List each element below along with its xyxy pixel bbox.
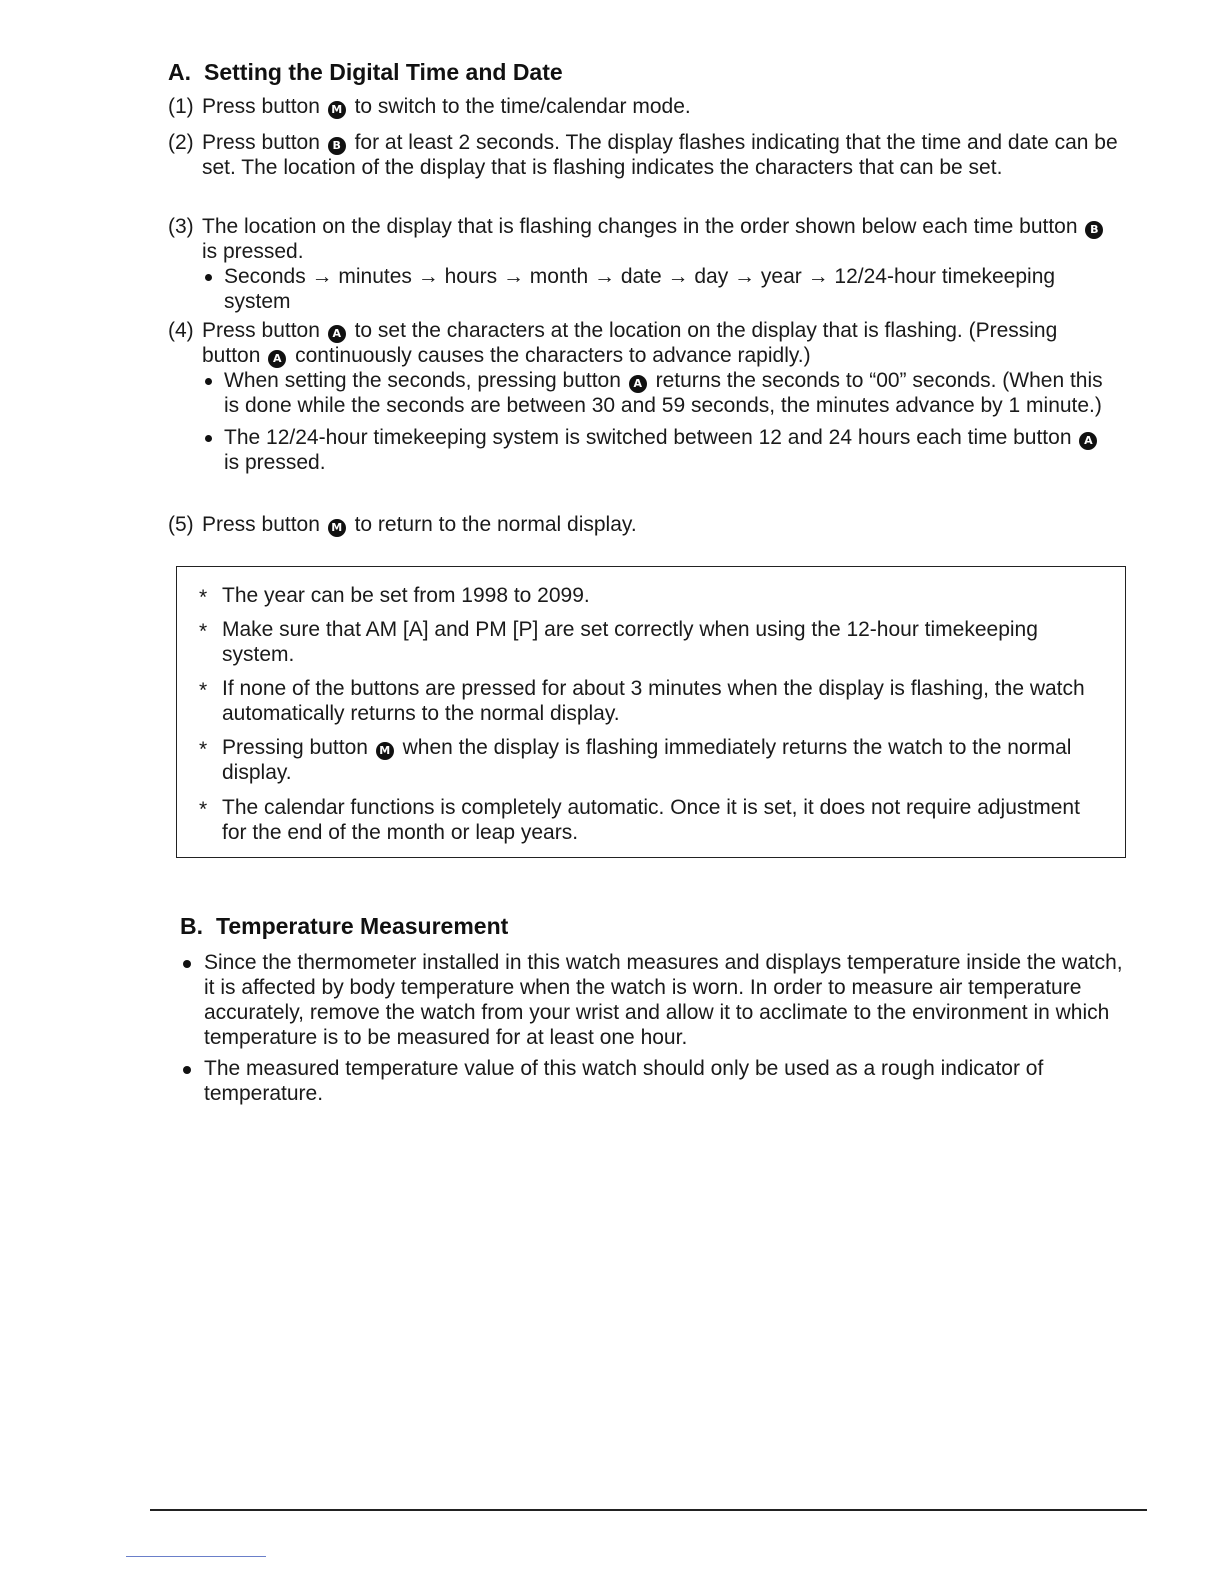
button-b-icon: B — [1085, 221, 1103, 239]
button-a-icon: A — [629, 375, 647, 393]
step-4 — [168, 318, 1120, 475]
section-a-letter: A. — [168, 59, 191, 85]
button-a-icon: A — [268, 350, 286, 368]
asterisk: * — [199, 798, 208, 821]
note-item: * If none of the buttons are pressed for about 3 minutes when the display is flashing, the watch automatically returns to the normal display. — [199, 677, 1085, 725]
section-a-title: Setting the Digital Time and Date — [204, 59, 563, 85]
button-b-icon: B — [328, 137, 346, 155]
temperature-bullet: Since the thermometer installed in this watch measures and displays temperature inside the watch, it is affected by body temperature when the watch is worn. In order to measure air temperature accurately, remove the watch from your wrist and allow it to acclimate to the environment in which temperature is to be measured for at least one hour. — [180, 950, 1132, 1050]
note-item: * Make sure that AM [A] and PM [P] are set correctly when using the 12-hour timekeeping system. — [199, 618, 1038, 666]
step-text: Press button A to set the characters at the location on the display that is flashing. (Pressing button A continuously causes the characters to advance rapidly.) — [202, 319, 1058, 367]
asterisk: * — [199, 620, 208, 643]
step-1 — [168, 94, 1120, 119]
footer-rule — [150, 1509, 1147, 1511]
step-number: (2) — [168, 131, 194, 154]
sequence-bullet: Seconds → minutes → hours → month → date → day → year → 12/24-hour timekeeping system — [202, 264, 1120, 314]
temperature-bullet: The measured temperature value of this watch should only be used as a rough indicator of temperature. — [180, 1056, 1132, 1106]
step-text: Press button B for at least 2 seconds. The display flashes indicating that the time and date can be set. The location of the display that is flashing indicates the characters that can be set. — [202, 131, 1118, 179]
step-text: The location on the display that is flashing changes in the order shown below each time button B is pressed. — [202, 214, 1120, 264]
step-text: Press button M to switch to the time/calendar mode. — [202, 95, 691, 118]
seconds-bullet: When setting the seconds, pressing button A returns the seconds to “00” seconds. (When this is done while the seconds are between 30 and 59 seconds, the minutes advance by 1 minute.) — [202, 368, 1120, 418]
step-number: (4) — [168, 319, 194, 342]
section-b-heading — [180, 912, 508, 940]
timekeeping-bullet: The 12/24-hour timekeeping system is switched between 12 and 24 hours each time button A is pressed. — [202, 425, 1120, 475]
note-item: * The calendar functions is completely automatic. Once it is set, it does not require adjustment for the end of the month or leap years. — [199, 796, 1080, 844]
step-number: (1) — [168, 95, 194, 118]
notes-box — [176, 566, 1126, 858]
asterisk: * — [199, 679, 208, 702]
asterisk: * — [199, 586, 208, 609]
step-number: (5) — [168, 513, 194, 536]
button-m-icon: M — [328, 519, 346, 537]
step-number: (3) — [168, 215, 194, 238]
asterisk: * — [199, 738, 208, 761]
step-5 — [168, 512, 1120, 537]
button-m-icon: M — [328, 101, 346, 119]
step-2 — [168, 130, 1120, 180]
section-b-letter: B. — [180, 913, 203, 939]
step-text: Press button M to return to the normal display. — [202, 513, 637, 536]
note-item: * The year can be set from 1998 to 2099. — [199, 584, 590, 609]
bullet-dot — [183, 960, 191, 968]
button-a-icon: A — [1079, 432, 1097, 450]
bullet-dot — [183, 1066, 191, 1074]
button-m-icon: M — [376, 742, 394, 760]
section-a-heading — [168, 58, 563, 86]
bottom-line — [126, 1556, 266, 1557]
note-item: * Pressing button M when the display is flashing immediately returns the watch to the normal display. — [199, 736, 1072, 784]
step-3 — [168, 214, 1120, 314]
section-b-title: Temperature Measurement — [216, 913, 509, 939]
button-a-icon: A — [328, 325, 346, 343]
